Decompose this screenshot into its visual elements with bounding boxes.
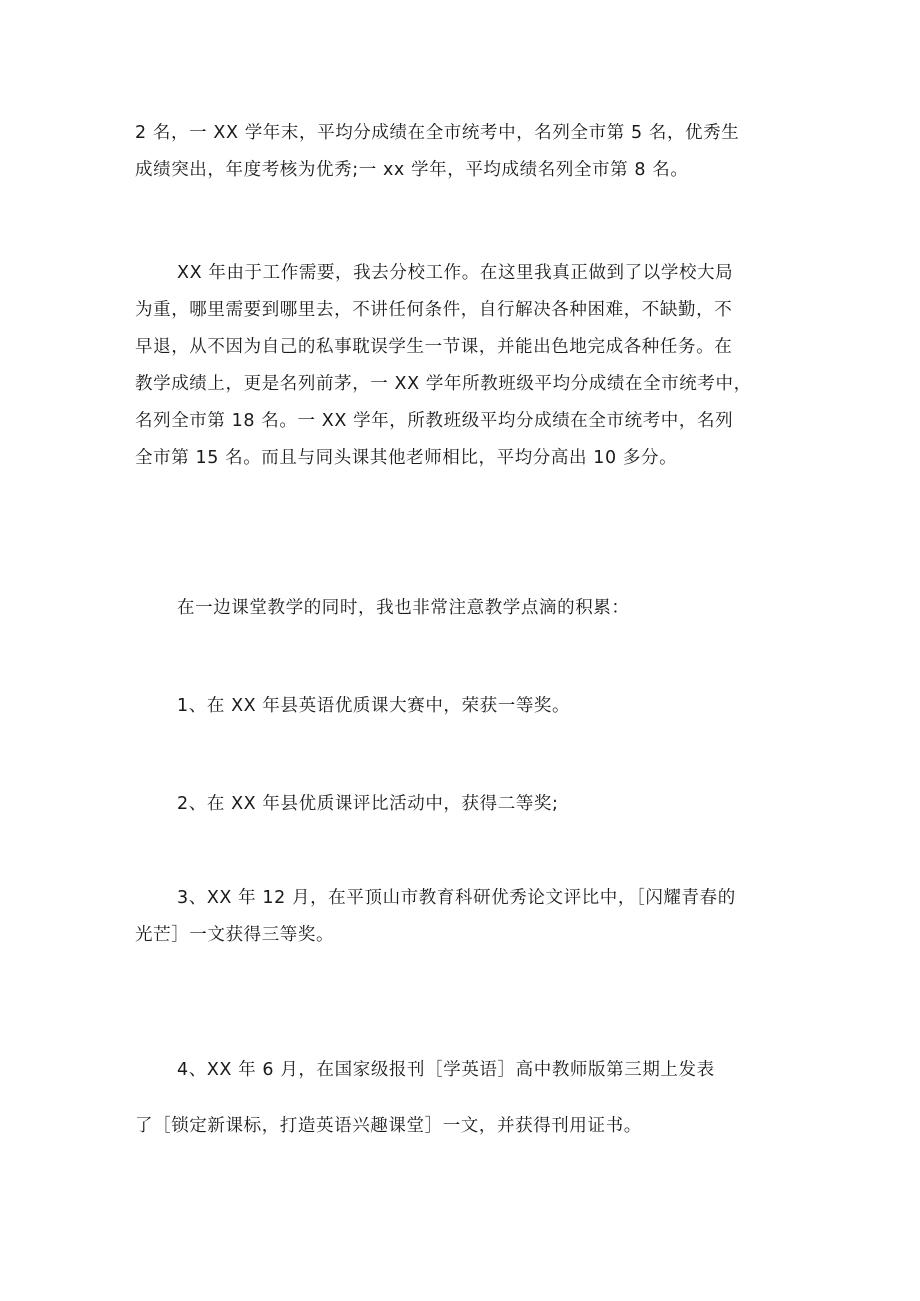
text-line: 成绩突出，年度考核为优秀;一 xx 学年，平均成绩名列全市第 8 名。 [135,160,689,180]
text-line: 2 名，一 XX 学年末，平均分成绩在全市统考中，名列全市第 5 名，优秀生 [135,123,740,143]
list-item-award-2 [135,786,790,823]
list-item-award-4 [135,1052,790,1089]
text-line: 早退，从不因为自己的私事耽误学生一节课，并能出色地完成各种任务。在 [135,337,733,357]
paragraph-branch-school-work [135,255,790,477]
paragraph-ranking-results [135,115,790,189]
text-line: 为重，哪里需要到哪里去，不讲任何条件，自行解决各种困难，不缺勤，不 [135,300,733,320]
text-line: 在一边课堂教学的同时，我也非常注意教学点滴的积累： [177,598,630,618]
list-item-award-1 [135,688,790,725]
text-line: 4、XX 年 6 月，在国家级报刊［学英语］高中教师版第三期上发表 [177,1060,715,1080]
text-line: 教学成绩上，更是名列前茅，一 XX 学年所教班级平均分成绩在全市统考中， [135,374,752,394]
text-line: XX 年由于工作需要，我去分校工作。在这里我真正做到了以学校大局 [177,263,734,283]
list-item-award-4-continued [135,1108,790,1145]
paragraph-accumulation-intro [135,590,790,627]
text-line: 名列全市第 18 名。一 XX 学年，所教班级平均分成绩在全市统考中，名列 [135,411,734,431]
text-line: 2、在 XX 年县优质课评比活动中，获得二等奖; [177,794,559,814]
list-item-award-3 [135,880,790,954]
text-line: 3、XX 年 12 月，在平顶山市教育科研优秀论文评比中，［闪耀青春的 [177,888,736,908]
text-line: 光芒］一文获得三等奖。 [135,925,335,945]
text-line: 1、在 XX 年县英语优质课大赛中，荣获一等奖。 [177,696,571,716]
text-line: 了［锁定新课标，打造英语兴趣课堂］一文，并获得刊用证书。 [135,1116,642,1136]
text-line: 全市第 15 名。而且与同头课其他老师相比，平均分高出 10 多分。 [135,448,678,468]
